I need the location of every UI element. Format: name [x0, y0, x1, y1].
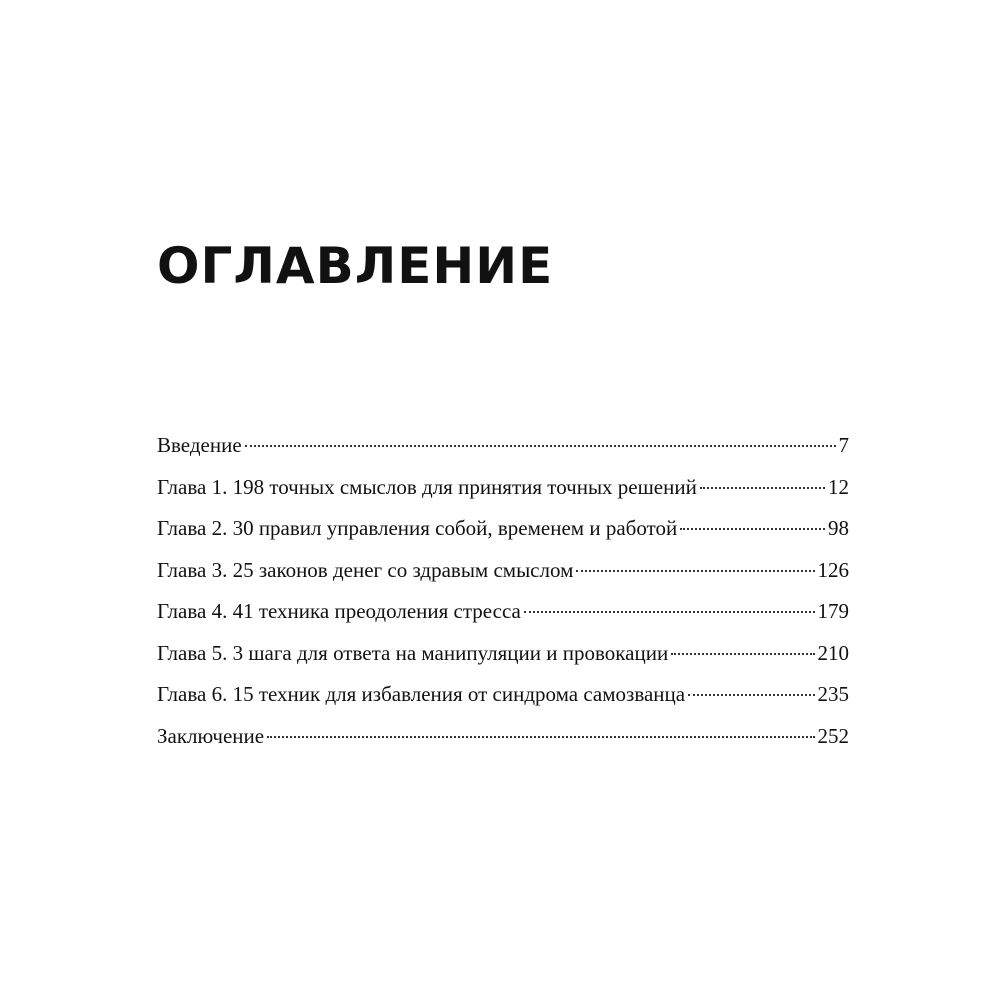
page-title: ОГЛАВЛЕНИЕ — [157, 237, 554, 295]
toc-entry-chapter-2 — [157, 516, 849, 558]
toc-entry-chapter-5 — [157, 641, 849, 683]
dot-leader — [576, 570, 814, 572]
dot-leader — [680, 528, 825, 530]
toc-entry-label: Глава 6. 15 техник для избавления от синдрома самозванца — [157, 682, 686, 706]
toc-entry-conclusion — [157, 724, 849, 766]
toc-entry-page-number: 12 — [828, 474, 849, 499]
toc-entry-label: Глава 2. 30 правил управления собой, временем и работой — [157, 516, 678, 540]
toc-entry-label: Глава 5. 3 шага для ответа на манипуляции и провокации — [157, 640, 669, 665]
dot-leader — [267, 736, 814, 738]
dot-leader — [245, 445, 836, 447]
table-of-contents — [157, 433, 849, 765]
toc-entry-page-number: 179 — [817, 599, 849, 623]
toc-entry-introduction — [157, 433, 849, 475]
toc-entry-page-number: 252 — [817, 723, 849, 748]
toc-entry-label: Глава 4. 41 техника преодоления стресса — [157, 599, 521, 623]
toc-entry-page-number: 126 — [817, 557, 849, 582]
toc-entry-page-number: 235 — [817, 682, 849, 706]
dot-leader — [524, 611, 815, 613]
toc-entry-chapter-4 — [157, 599, 849, 641]
toc-entry-chapter-1 — [157, 475, 849, 517]
toc-entry-chapter-6 — [157, 682, 849, 724]
dot-leader — [688, 694, 814, 696]
toc-entry-label: Заключение — [157, 723, 265, 748]
toc-entry-page-number: 210 — [817, 640, 849, 665]
toc-entry-page-number: 7 — [838, 433, 849, 457]
dot-leader — [700, 487, 825, 489]
toc-entry-label: Введение — [157, 433, 242, 457]
dot-leader — [671, 653, 814, 655]
toc-entry-label: Глава 1. 198 точных смыслов для принятия точных решений — [157, 474, 697, 499]
toc-entry-page-number: 98 — [828, 516, 849, 540]
toc-entry-chapter-3 — [157, 558, 849, 600]
toc-entry-label: Глава 3. 25 законов денег со здравым смыслом — [157, 557, 574, 582]
